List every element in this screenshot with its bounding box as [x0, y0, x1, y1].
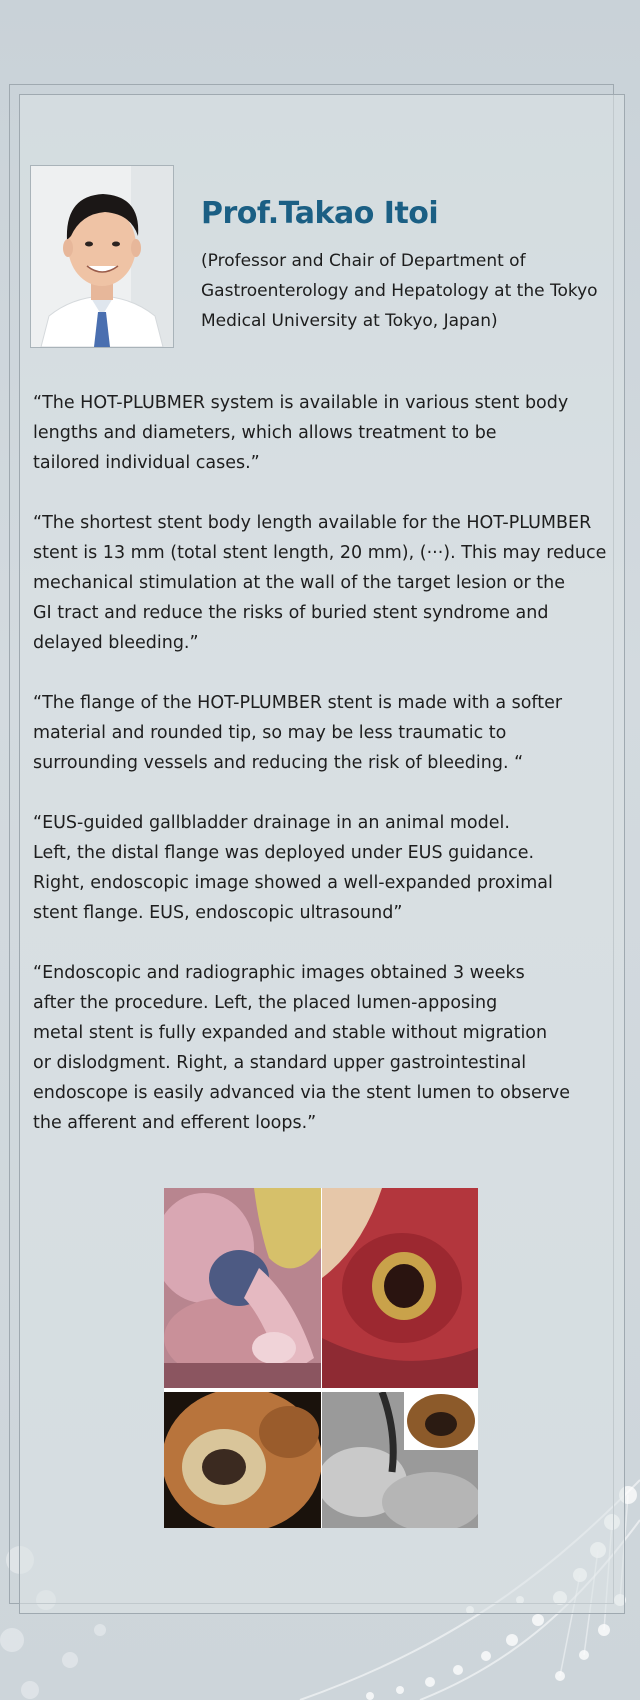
quote-3: “The flange of the HOT-PLUMBER stent is made with a softer material and rounded tip, so may be less traumatic to surrounding vessels and reducing the risk of bleeding. “	[33, 693, 563, 773]
quote-list	[33, 388, 633, 1168]
radiographic-photo	[322, 1392, 478, 1528]
proximal-stent-flange-photo	[322, 1188, 478, 1388]
professor-name: Prof.Takao Itoi	[201, 196, 439, 231]
professor-affiliation: (Professor and Chair of Department of Gastroenterology and Hepatology at the Tokyo Medical University at Tokyo, Japan)	[201, 251, 598, 331]
quote-4: “EUS-guided gallbladder drainage in an animal model. Left, the distal flange was deployed under EUS guidance. Right, endoscopic image showed a well-expanded proximal stent flange. EUS, endoscopic ultrasound”	[33, 813, 553, 923]
clinical-image-collage	[164, 1188, 478, 1528]
person-icon	[31, 166, 173, 347]
portrait-photo	[30, 165, 174, 348]
quote-5: “Endoscopic and radiographic images obtained 3 weeks after the procedure. Left, the placed lumen-apposing metal stent is fully expanded and stable without migration or dislodgment. Right, a standard upper gastrointestinal endoscope is easily advanced via the stent lumen to observe the afferent and efferent loops.”	[33, 963, 571, 1133]
eus-animal-model-photo	[164, 1188, 321, 1388]
quote-1: “The HOT-PLUBMER system is available in various stent body lengths and diameters, which allows treatment to be tailored individual cases.”	[33, 393, 569, 473]
endoscopic-stent-photo	[164, 1392, 321, 1528]
quote-2: “The shortest stent body length available for the HOT-PLUMBER stent is 13 mm (total stent length, 20 mm), (···). This may reduce mechanical stimulation at the wall of the target lesion or the GI tract and reduce the risks of buried stent syndrome and delayed bleeding.”	[33, 513, 607, 653]
